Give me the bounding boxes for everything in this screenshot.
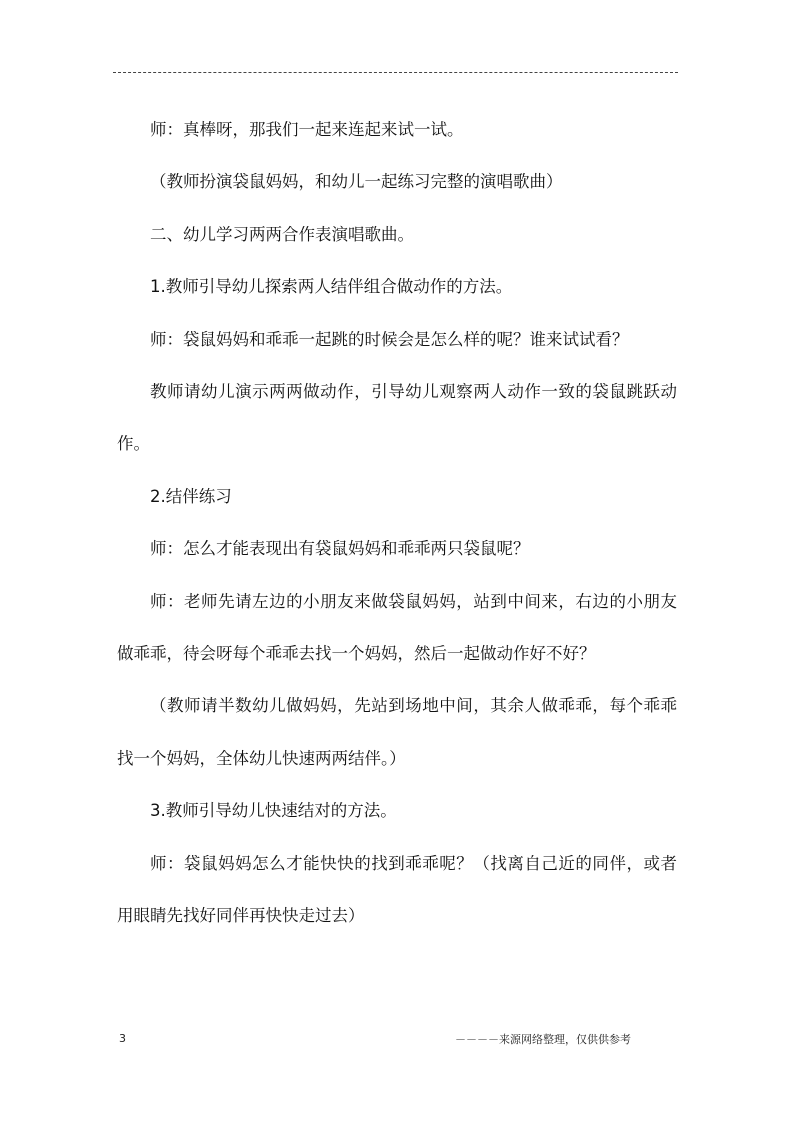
paragraph-7: 2.结伴练习	[150, 486, 232, 506]
paragraph-2: （教师扮演袋鼠妈妈，和幼儿一起练习完整的演唱歌曲）	[150, 172, 563, 192]
paragraph-8: 师：怎么才能表现出有袋鼠妈妈和乖乖两只袋鼠呢？	[150, 539, 530, 559]
paragraph-12: 师：袋鼠妈妈怎么才能快快的找到乖乖呢？（找离自己近的同伴，或者用眼睛先找好同伴再快快走过去）	[117, 853, 677, 926]
paragraph-9: 师：老师先请左边的小朋友来做袋鼠妈妈，站到中间来，右边的小朋友做乖乖，待会呀每个乖乖去找一个妈妈，然后一起做动作好不好？	[117, 591, 677, 664]
document-body	[117, 104, 677, 943]
header-dashed-rule	[113, 72, 678, 73]
page-number: 3	[119, 1032, 126, 1045]
paragraph-1: 师：真棒呀，那我们一起来连起来试一试。	[150, 120, 464, 139]
footer-source-note: －－－－来源网络整理，仅供供参考	[455, 1033, 631, 1046]
paragraph-10: （教师请半数幼儿做妈妈，先站到场地中间，其余人做乖乖，每个乖乖找一个妈妈，全体幼儿快速两两结伴。）	[117, 696, 677, 768]
paragraph-4: 1.教师引导幼儿探索两人结伴组合做动作的方法。	[150, 277, 513, 297]
paragraph-5: 师：袋鼠妈妈和乖乖一起跳的时候会是怎么样的呢？谁来试试看？	[150, 329, 629, 349]
paragraph-11: 3.教师引导幼儿快速结对的方法。	[150, 801, 397, 821]
paragraph-3: 二、幼儿学习两两合作表演唱歌曲。	[150, 224, 414, 244]
paragraph-6: 教师请幼儿演示两两做动作，引导幼儿观察两人动作一致的袋鼠跳跃动作。	[117, 382, 677, 454]
